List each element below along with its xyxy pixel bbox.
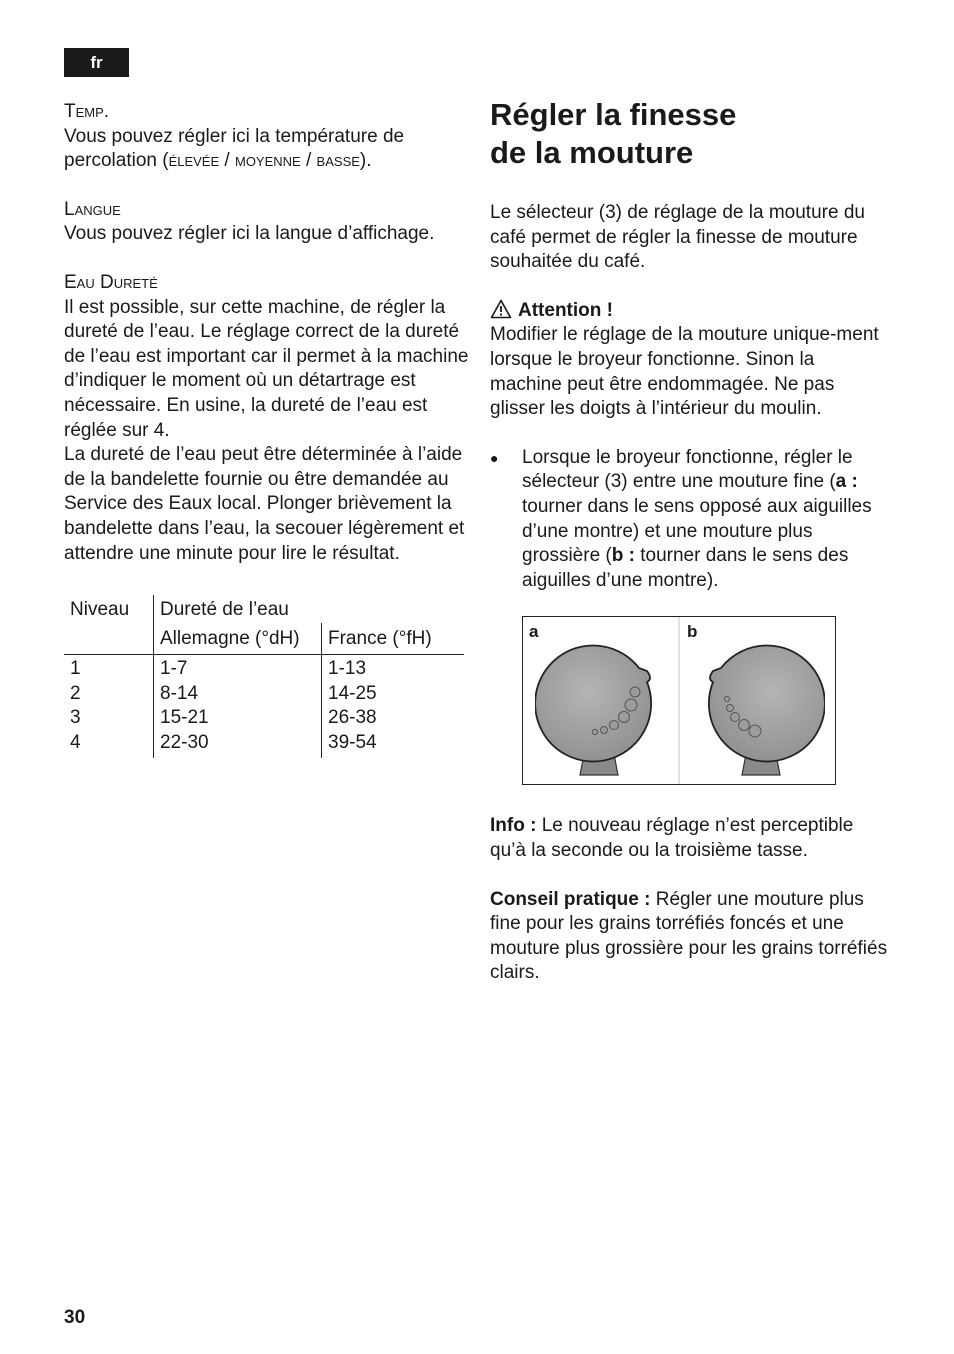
title-line-2: de la mouture xyxy=(490,135,694,170)
fr-value-cell: 39-54 xyxy=(322,731,465,758)
col-hardness-header: Dureté de l’eau xyxy=(154,595,465,623)
fr-value-cell: 26-38 xyxy=(322,706,465,731)
bullet-text-3: tourner dans le sens des aiguilles d’une montre). xyxy=(522,545,849,591)
temp-heading: Temp. xyxy=(64,101,110,122)
langue-heading: Langue xyxy=(64,198,121,220)
bullet-text-1: Lorsque le broyeur fonctionne, régler le sélecteur (3) entre une mouture fine ( xyxy=(522,446,853,493)
temp-options: élevée / moyenne / basse xyxy=(168,150,360,172)
tip-text xyxy=(490,888,890,986)
instruction-bullet xyxy=(490,446,890,594)
de-value-cell: 8-14 xyxy=(154,682,322,707)
bullet-icon: ● xyxy=(490,449,499,466)
table-row xyxy=(64,655,464,682)
table-row xyxy=(64,706,464,731)
langue-text: Vous pouvez régler ici la langue d’affichage. xyxy=(64,223,435,245)
selector-dial-b-icon xyxy=(695,637,825,777)
table-subheader-row xyxy=(64,623,464,655)
section-title xyxy=(490,96,890,172)
bullet-text-2: tourner dans le sens opposé aux aiguilles d’une montre) et une mouture plus grossière ( xyxy=(522,495,872,567)
hardness-table xyxy=(64,595,464,758)
table-row xyxy=(64,682,464,707)
attention-label: Attention ! xyxy=(518,299,613,321)
de-value-cell: 1-7 xyxy=(154,655,322,682)
attention-text: Modifier le réglage de la mouture unique-ment lorsque le broyeur fonctionne. Sinon la machine peut être endommagée. Ne pas glisser les doigts à l’intérieur du moulin. xyxy=(490,324,879,420)
bullet-text xyxy=(522,446,890,594)
attention-heading xyxy=(490,299,890,324)
table-row xyxy=(64,731,464,758)
attention-block xyxy=(490,299,890,422)
figure-label-b: b xyxy=(687,622,698,642)
grinder-setting-figure xyxy=(522,616,836,785)
intro-text: Le sélecteur (3) de réglage de la mouture du café permet de régler la finesse de mouture souhaitée du café. xyxy=(490,202,865,273)
table-empty-cell xyxy=(64,623,154,655)
sub-header-fr: France (°fH) xyxy=(322,623,465,655)
figure-divider xyxy=(678,617,680,784)
page-number: 30 xyxy=(64,1307,86,1328)
info-text xyxy=(490,814,890,863)
fr-value-cell: 14-25 xyxy=(322,682,465,707)
temp-text-1: Vous pouvez régler ici la température de percolation ( xyxy=(64,125,405,172)
eau-section xyxy=(64,271,469,566)
level-cell: 1 xyxy=(70,658,81,680)
tip-body: Régler une mouture plus fine pour les grains torréfiés foncés et une mouture plus grossière pour les grains torréfiés clairs. xyxy=(490,888,888,984)
fr-value-cell: 1-13 xyxy=(322,655,465,682)
figure-label-a: a xyxy=(529,622,539,642)
tip-label: Conseil pratique : xyxy=(490,888,651,910)
level-cell: 2 xyxy=(70,682,81,704)
langue-section xyxy=(64,198,469,247)
de-value-cell: 15-21 xyxy=(154,706,322,731)
right-column xyxy=(490,96,890,986)
language-tag: fr xyxy=(64,48,129,77)
temp-text-2: ). xyxy=(359,150,372,172)
table-header-row xyxy=(64,595,464,623)
info-body: Le nouveau réglage n’est perceptible qu’à la seconde ou la troisième tasse. xyxy=(490,815,854,861)
eau-heading: Eau Dureté xyxy=(64,271,158,293)
de-value-cell: 22-30 xyxy=(154,731,322,758)
title-line-1: Régler la finesse xyxy=(490,97,737,132)
warning-icon xyxy=(490,299,512,319)
eau-paragraph-1: Il est possible, sur cette machine, de régler la dureté de l’eau. Le réglage correct de la dureté de l’eau est important car il permet à la machine d’indiquer le moment où un détartrage est nécessaire. En usine, la dureté de l’eau est réglée sur 4. xyxy=(64,296,469,441)
sub-header-de: Allemagne (°dH) xyxy=(154,623,322,655)
level-cell: 3 xyxy=(70,707,81,729)
info-label: Info : xyxy=(490,815,537,837)
level-cell: 4 xyxy=(70,732,81,754)
temp-text xyxy=(64,125,469,174)
bullet-label-b: b : xyxy=(611,545,635,567)
left-column xyxy=(64,100,469,758)
temp-section xyxy=(64,100,469,174)
eau-paragraph-2: La dureté de l’eau peut être déterminée à l’aide de la bandelette fournie ou être demandée au Service des Eaux local. Plonger brièvement la bandelette dans l’eau, la secouer légèrement et attendre une minute pour lire le résultat. xyxy=(64,444,465,564)
col-level-header: Niveau xyxy=(70,599,130,621)
selector-dial-a-icon xyxy=(535,637,665,777)
bullet-label-a: a : xyxy=(835,471,858,493)
